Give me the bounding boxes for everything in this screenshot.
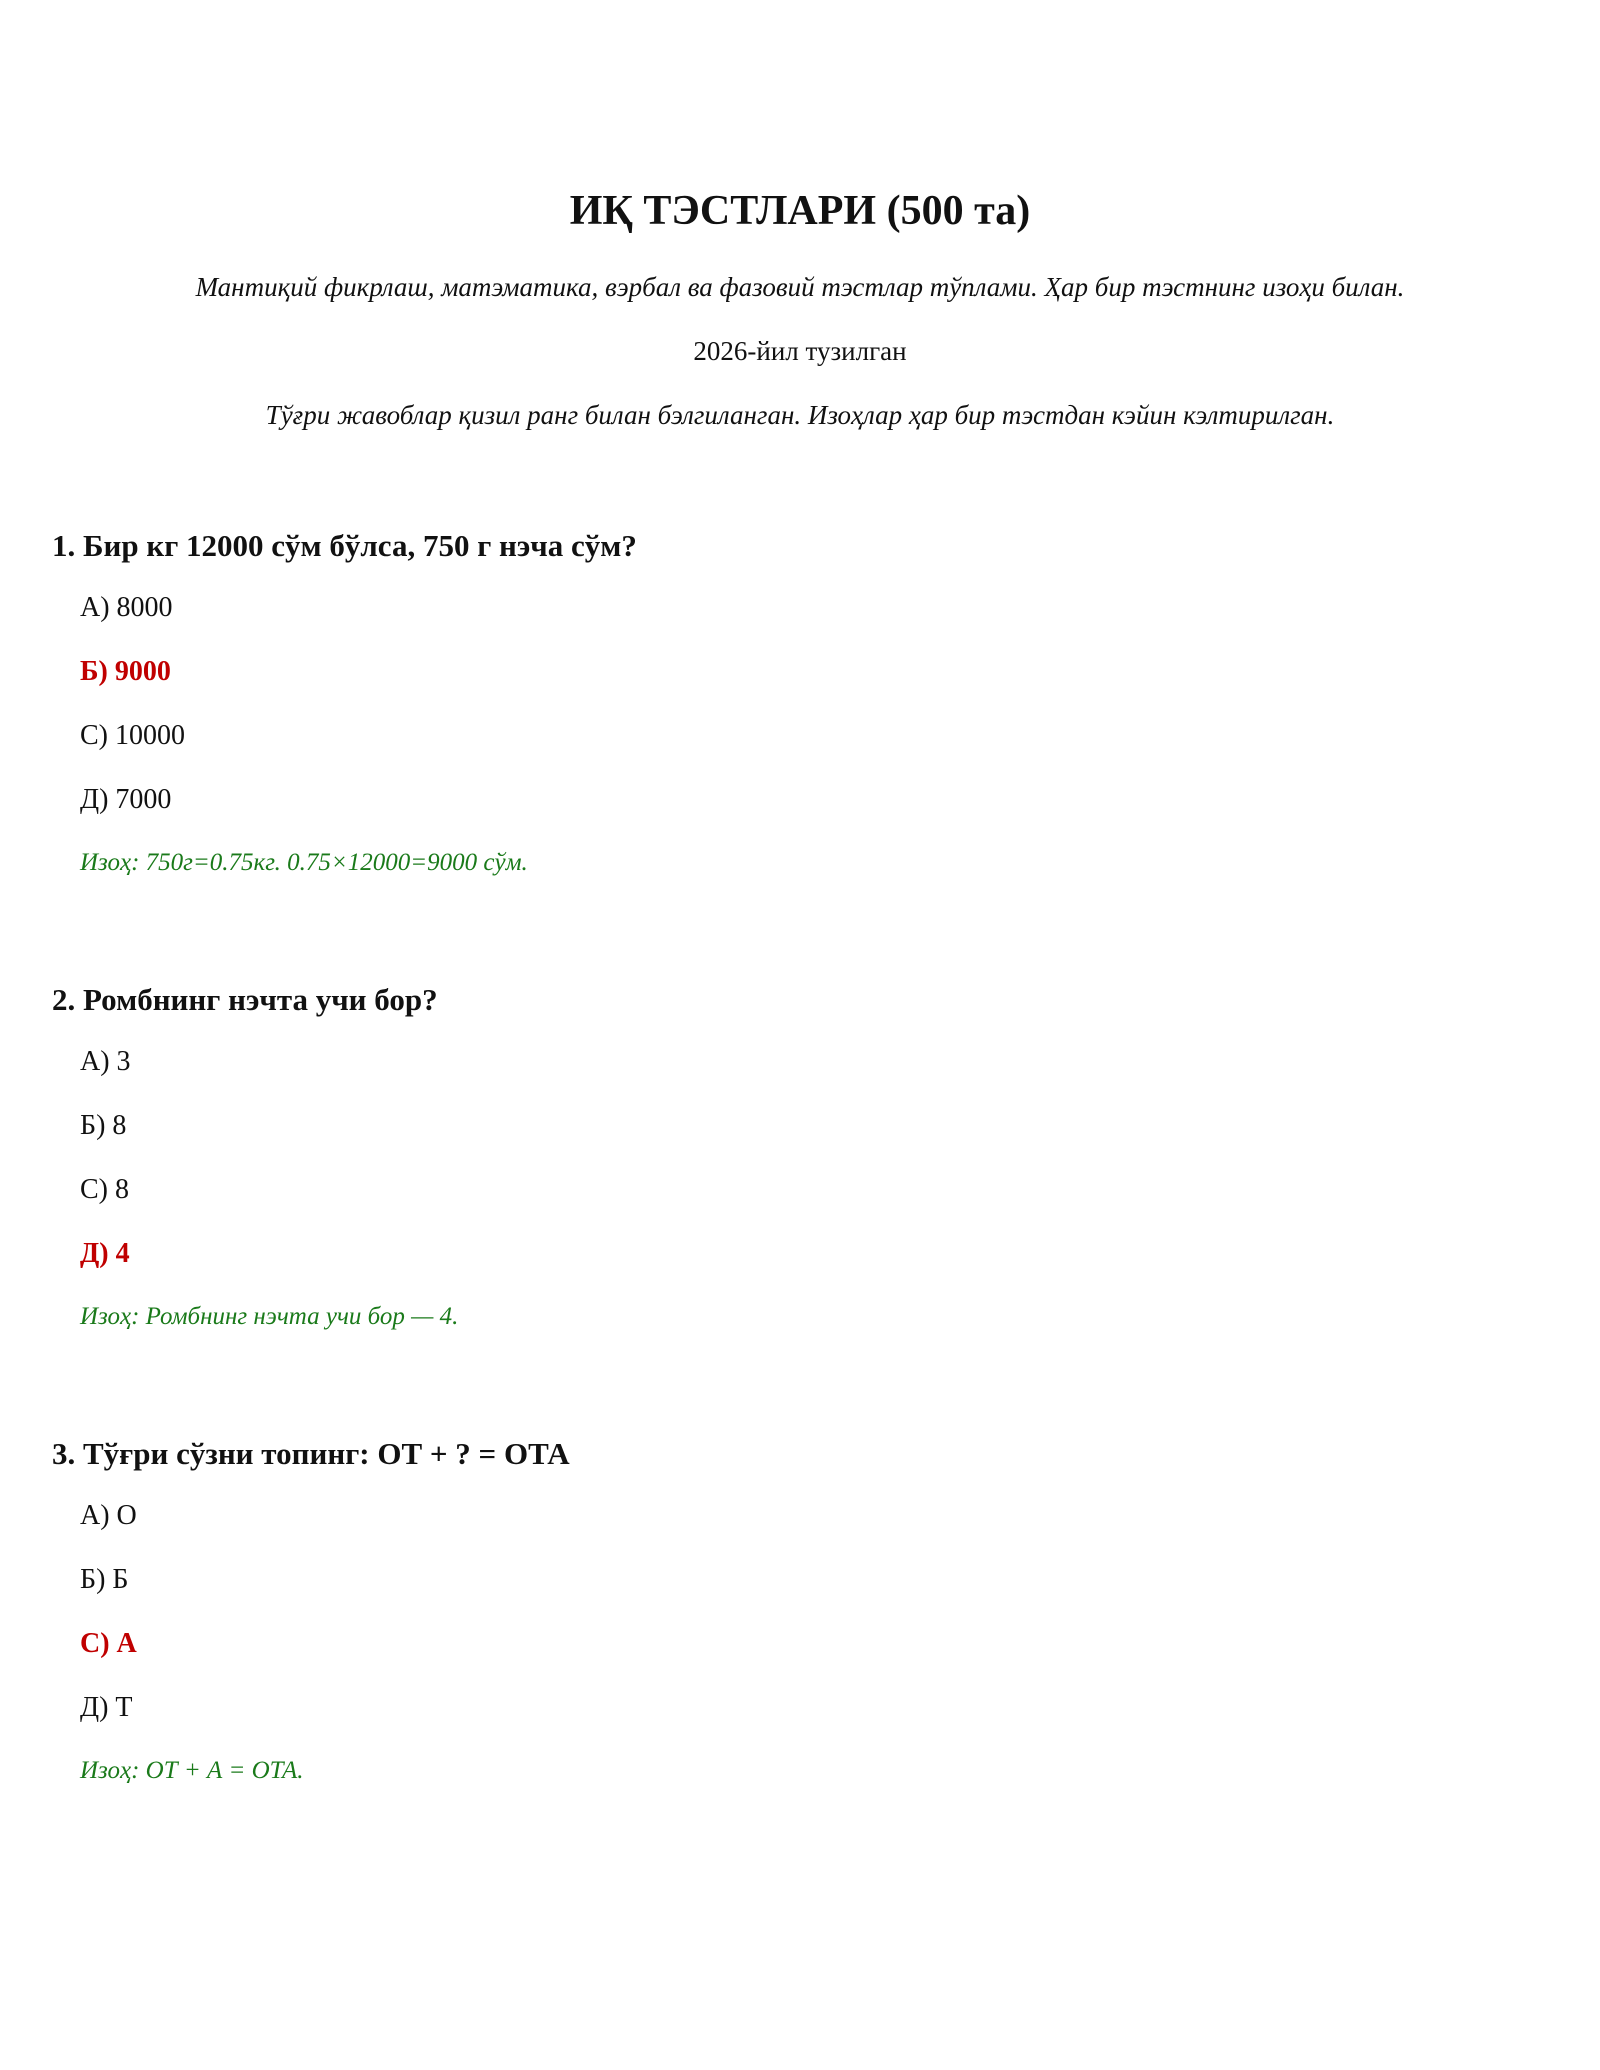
answer-option: Д) Т: [80, 1692, 133, 1723]
document-year: 2026-йил тузилган: [693, 336, 907, 366]
answer-option-correct: Д) 4: [80, 1238, 130, 1269]
question-block: [52, 1435, 1552, 1787]
question-text: 3. Тўғри сўзни топинг: ОТ + ? = ОТА: [52, 1436, 570, 1471]
question-explanation: Изоҳ: 750г=0.75кг. 0.75×12000=9000 сўм.: [80, 849, 528, 876]
question-explanation: Изоҳ: Ромбнинг нэчта учи бор — 4.: [80, 1303, 459, 1330]
answer-option-correct: С) А: [80, 1628, 137, 1659]
question-text: 1. Бир кг 12000 сўм бўлса, 750 г нэча сўм?: [52, 528, 637, 563]
answer-option: С) 8: [80, 1174, 129, 1205]
document-note: Тўғри жавоблар қизил ранг билан бэлгиланган. Изоҳлар ҳар бир тэстдан кэйин кэлтирилган.: [265, 400, 1335, 430]
question-block: [52, 527, 1552, 879]
answer-option: А) 8000: [80, 592, 173, 623]
answer-option: Б) Б: [80, 1564, 129, 1595]
document-title: ИҚ ТЭСТЛАРИ (500 та): [569, 188, 1031, 234]
answer-option-correct: Б) 9000: [80, 656, 171, 687]
question-explanation: Изоҳ: ОТ + А = ОТА.: [80, 1757, 304, 1784]
question-text: 2. Ромбнинг нэчта учи бор?: [52, 982, 438, 1017]
answer-option: Б) 8: [80, 1110, 127, 1141]
answer-option: А) О: [80, 1500, 137, 1531]
document-subtitle: Мантиқий фикрлаш, матэматика, вэрбал ва фазовий тэстлар тўплами. Ҳар бир тэстнинг изоҳи билан.: [195, 272, 1405, 302]
question-block: [52, 981, 1552, 1333]
answer-option: А) 3: [80, 1046, 131, 1077]
answer-option: Д) 7000: [80, 784, 172, 815]
answer-option: С) 10000: [80, 720, 185, 751]
